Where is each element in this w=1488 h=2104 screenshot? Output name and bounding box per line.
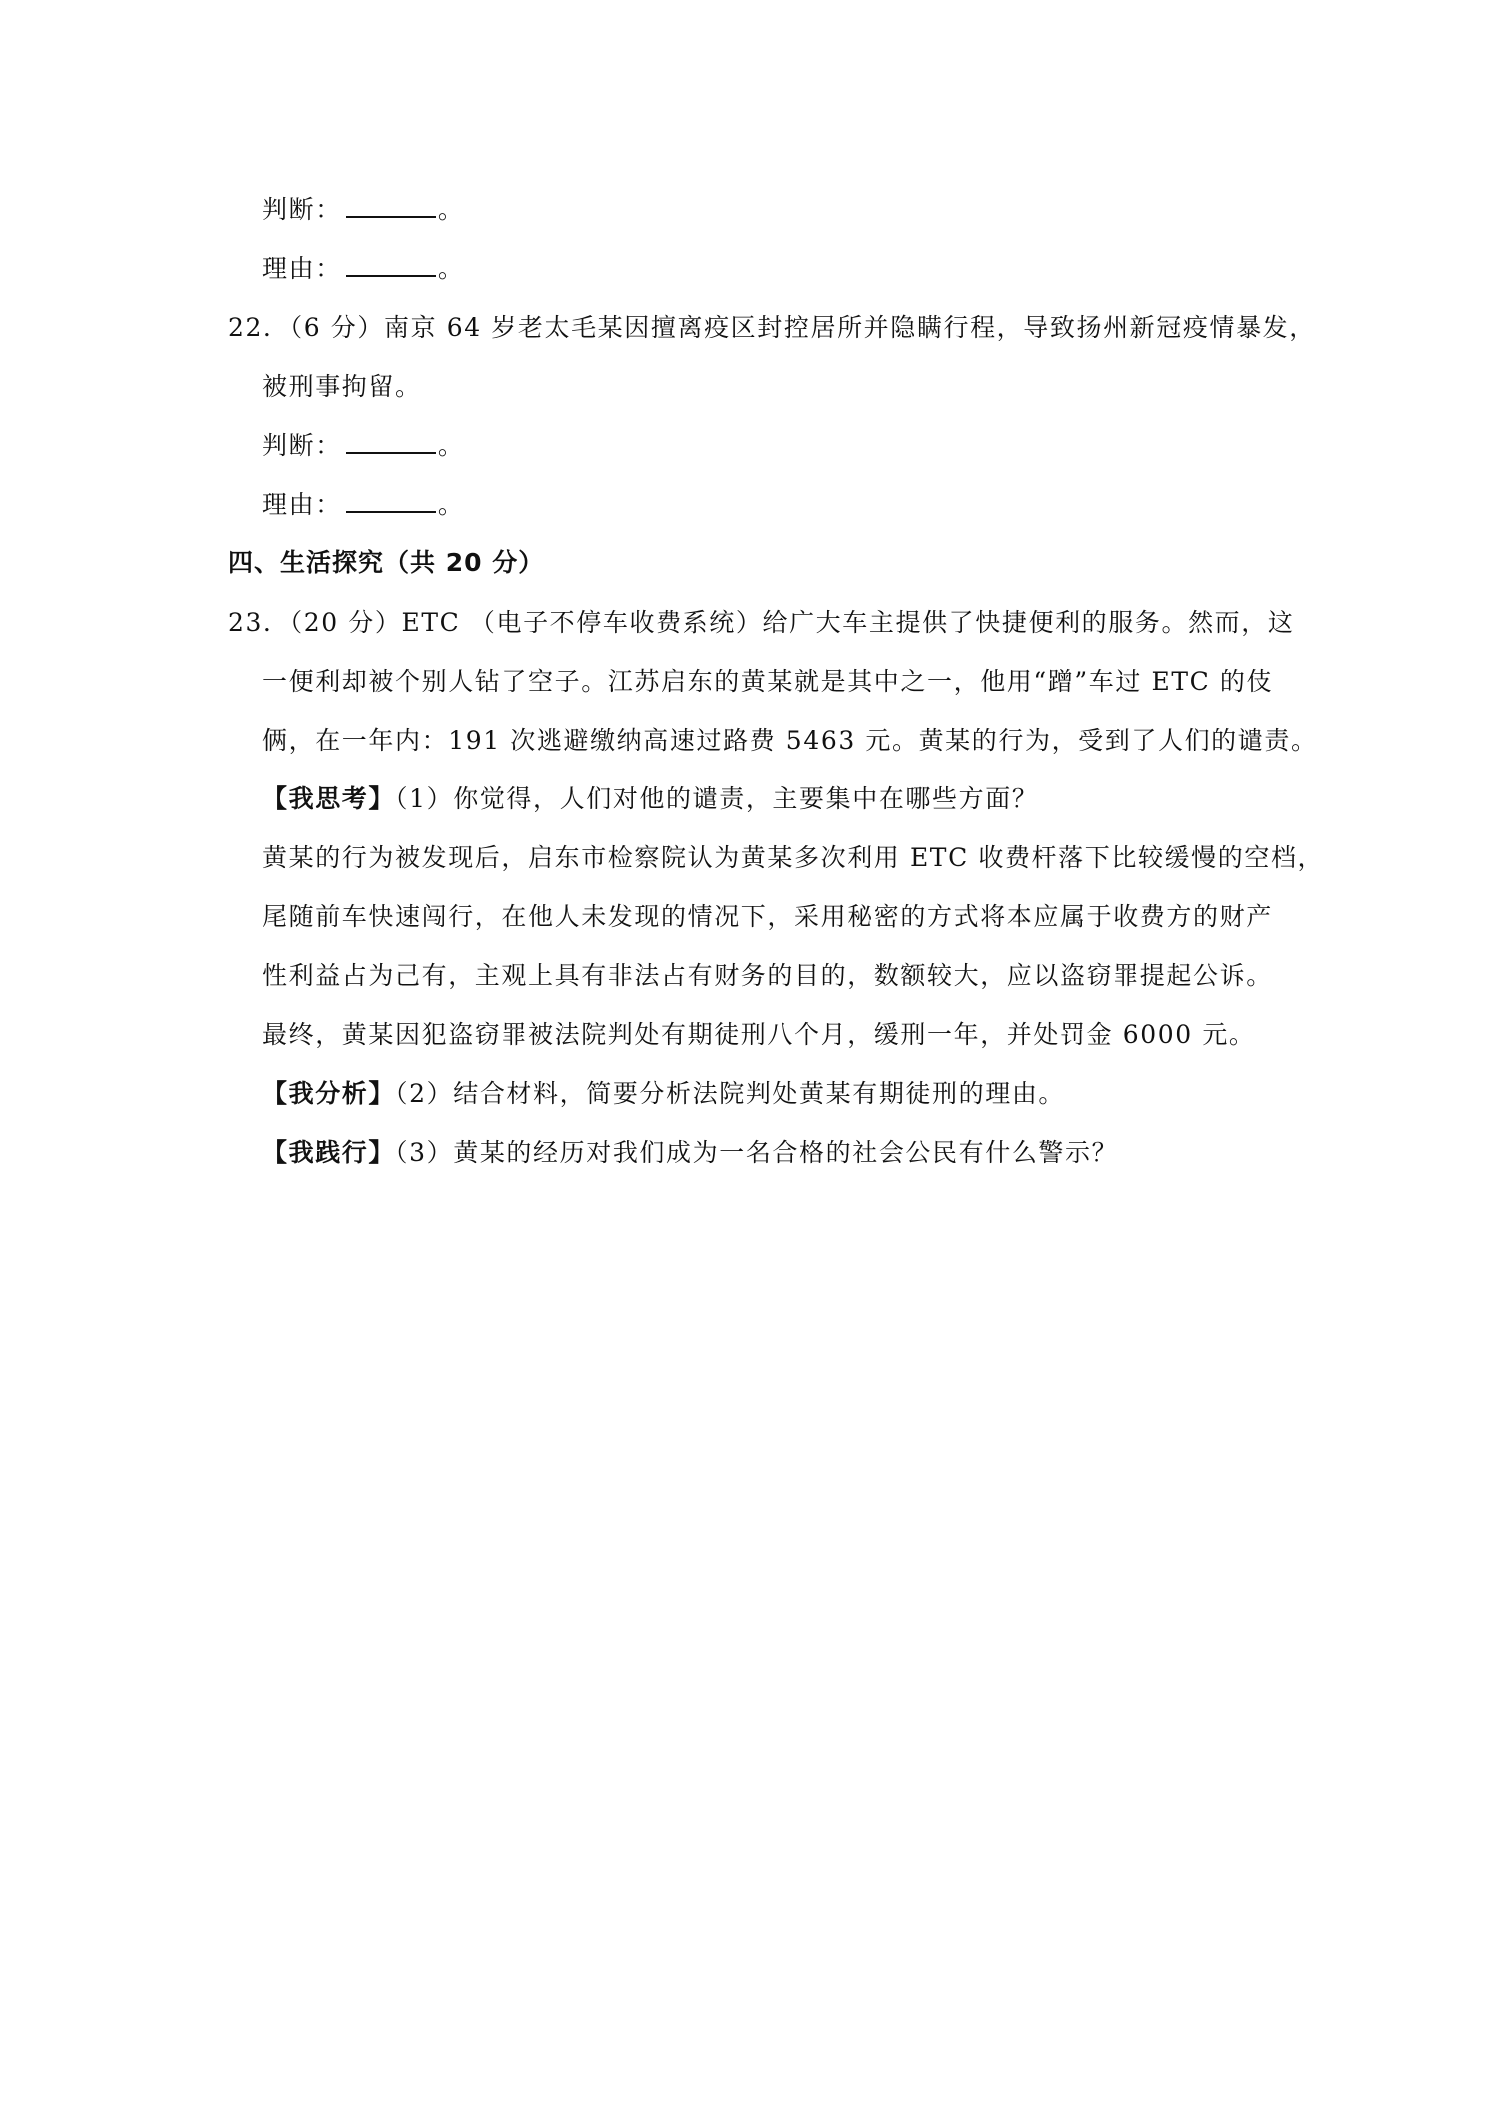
q23-think-label: 【我思考】	[262, 784, 396, 813]
q22-line-1: 22．（6 分）南京 64 岁老太毛某因擅离疫区封控居所并隐瞒行程，导致扬州新冠疫情暴发，	[228, 313, 1316, 342]
q23-line-2: 一便利却被个别人钻了空子。江苏启东的黄某就是其中之一，他用“蹭”车过 ETC 的伎	[262, 667, 1274, 696]
q23-analyze-label: 【我分析】	[262, 1079, 396, 1108]
q23-think-text: （1）你觉得，人们对他的谴责，主要集中在哪些方面？	[395, 784, 1039, 813]
q22-reason-end: 。	[437, 490, 465, 519]
q23-practice-text: （3）黄某的经历对我们成为一名合格的社会公民有什么警示？	[395, 1138, 1119, 1167]
q23-material-line-3: 性利益占为己有，主观上具有非法占有财务的目的，数额较大，应以盗窃罪提起公诉。	[262, 961, 1273, 990]
q21-judge-end: 。	[437, 195, 465, 224]
q23-line-1: 23．（20 分）ETC （电子不停车收费系统）给广大车主提供了快捷便利的服务。然而，这	[228, 608, 1295, 637]
q23-practice-line	[262, 1136, 1118, 1170]
q22-reason-label: 理由：	[262, 490, 342, 519]
q21-reason-line	[262, 252, 464, 286]
q21-judge-blank[interactable]	[346, 194, 436, 218]
q22-line-2: 被刑事拘留。	[262, 372, 422, 401]
q22-judge-line	[262, 429, 464, 463]
q21-judge-line	[262, 193, 464, 227]
q22-reason-line	[262, 488, 464, 522]
q23-think-line	[262, 782, 1038, 816]
q22-reason-blank[interactable]	[346, 489, 436, 513]
q23-material-line-2: 尾随前车快速闯行，在他人未发现的情况下，采用秘密的方式将本应属于收费方的财产	[262, 902, 1273, 931]
q23-analyze-text: （2）结合材料，简要分析法院判处黄某有期徒刑的理由。	[395, 1079, 1066, 1108]
q21-reason-blank[interactable]	[346, 253, 436, 277]
q22-judge-end: 。	[437, 431, 465, 460]
q22-judge-label: 判断：	[262, 431, 342, 460]
q22-judge-blank[interactable]	[346, 430, 436, 454]
q21-judge-label: 判断：	[262, 195, 342, 224]
q23-material-line-4: 最终，黄某因犯盗窃罪被法院判处有期徒刑八个月，缓刑一年，并处罚金 6000 元。	[262, 1020, 1256, 1049]
q23-practice-label: 【我践行】	[262, 1138, 396, 1167]
section-4-heading: 四、生活探究（共 20 分）	[228, 548, 545, 577]
q21-reason-end: 。	[437, 254, 465, 283]
q23-analyze-line	[262, 1077, 1065, 1111]
q23-line-3: 俩，在一年内：191 次逃避缴纳高速过路费 5463 元。黄某的行为，受到了人们的谴责。	[262, 726, 1318, 755]
q23-material-line-1: 黄某的行为被发现后，启东市检察院认为黄某多次利用 ETC 收费杆落下比较缓慢的空档，	[262, 843, 1325, 872]
q21-reason-label: 理由：	[262, 254, 342, 283]
